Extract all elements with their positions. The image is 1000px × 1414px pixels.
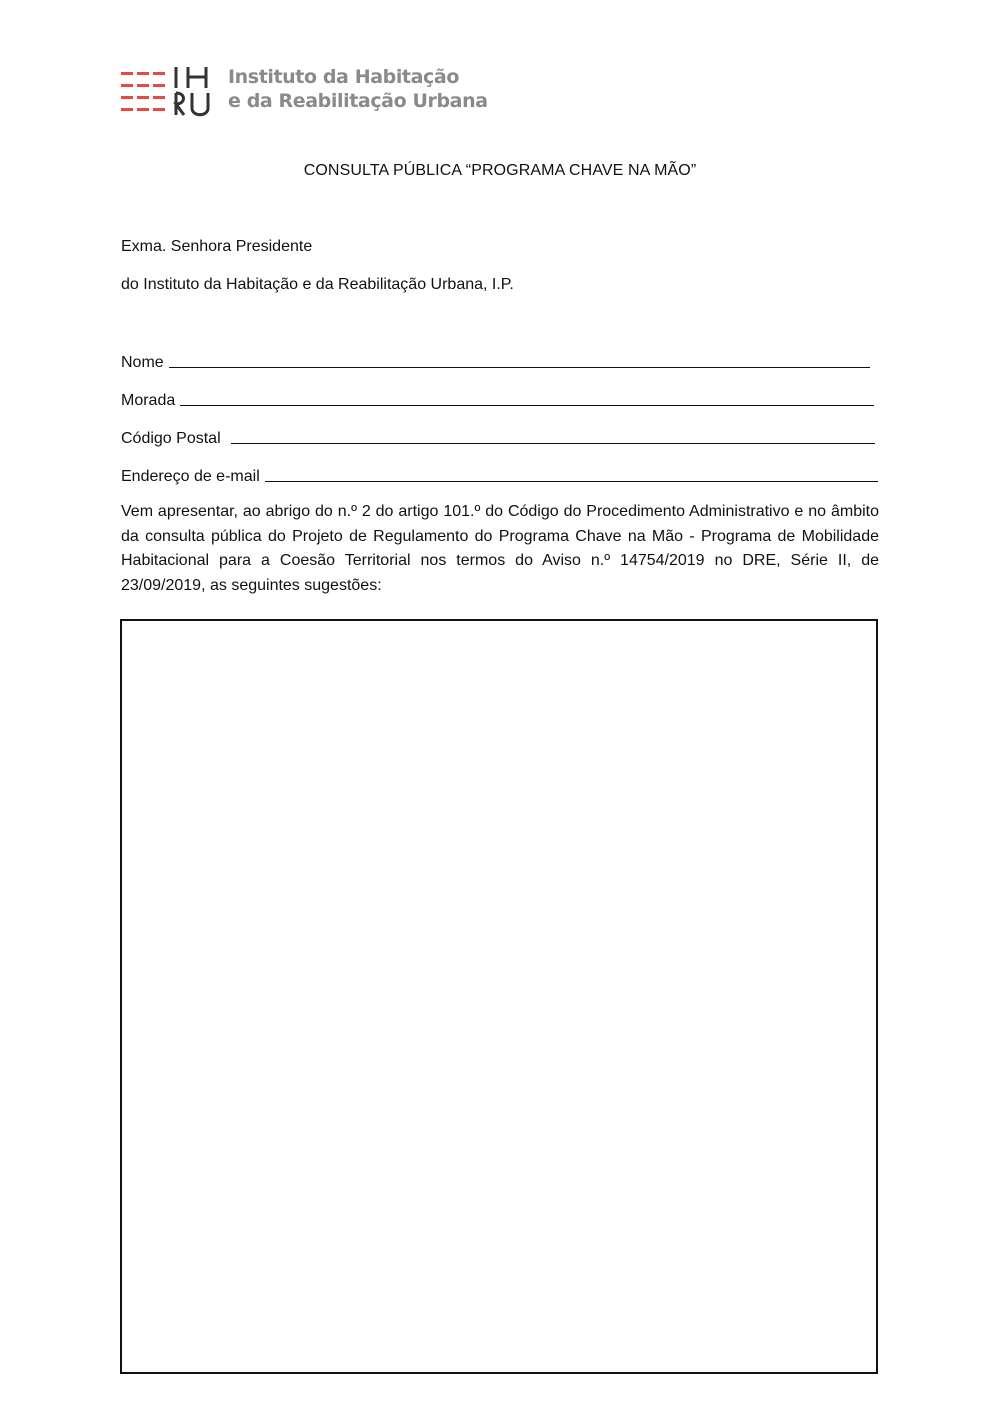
addressee-line2: do Instituto da Habitação e da Reabilitação Urbana, I.P. <box>121 276 514 293</box>
body-paragraph: Vem apresentar, ao abrigo do n.º 2 do artigo 101.º do Código do Procedimento Administrativo e no âmbito da consulta pública do Projeto de Regulamento do Programa Chave na Mão - Programa de Mobilidade Habitacional para a Coesão Territorial nos termos do Aviso n.º 14754/2019 no DRE, Série II, de 23/09/2019, as seguintes sugestões: <box>121 503 879 594</box>
email-label: Endereço de e-mail <box>121 468 260 485</box>
address-label: Morada <box>121 392 176 409</box>
postal-code-input-line[interactable] <box>231 443 875 444</box>
institution-name <box>228 65 488 113</box>
postal-code-label: Código Postal <box>121 430 221 447</box>
name-input-line[interactable] <box>169 367 870 368</box>
institution-name-line1: Instituto da Habitação <box>228 66 459 88</box>
addressee-line1: Exma. Senhora Presidente <box>121 238 313 255</box>
name-field[interactable] <box>121 350 870 372</box>
suggestions-box[interactable] <box>120 619 878 1374</box>
address-field[interactable] <box>121 388 874 410</box>
address-input-line[interactable] <box>180 405 874 406</box>
ihru-logo-icon <box>120 64 220 118</box>
postal-code-field[interactable] <box>121 426 875 448</box>
logo-stripes <box>121 72 165 111</box>
page-title: CONSULTA PÚBLICA “PROGRAMA CHAVE NA MÃO” <box>303 162 697 179</box>
institution-name-line2: e da Reabilitação Urbana <box>228 90 488 112</box>
name-label: Nome <box>121 354 164 371</box>
logo-letters <box>176 67 208 115</box>
email-field[interactable] <box>121 464 878 486</box>
email-input-line[interactable] <box>265 481 878 482</box>
